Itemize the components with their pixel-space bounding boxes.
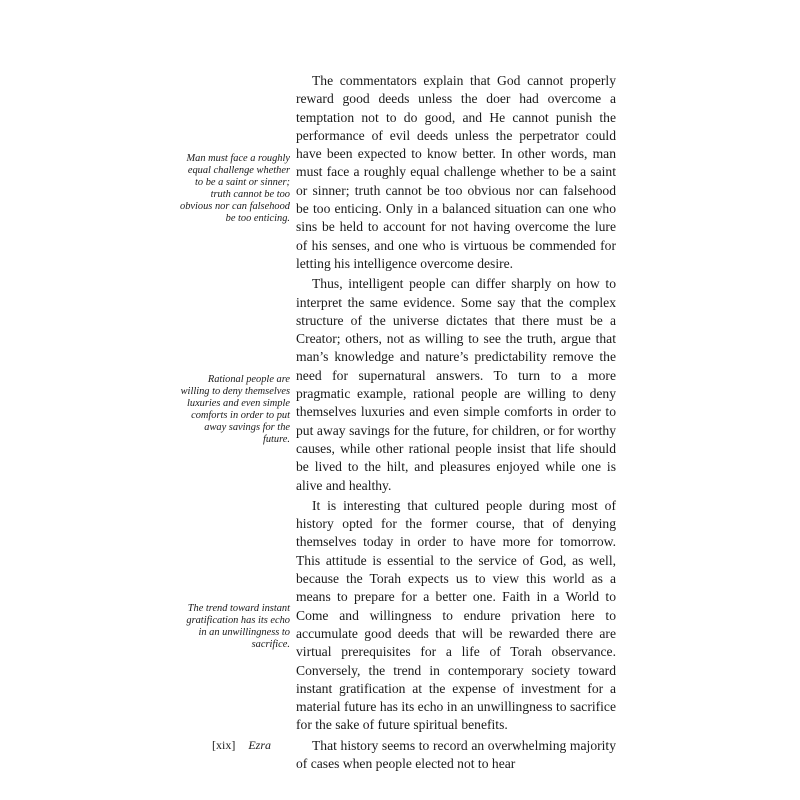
margin-note: The trend toward instant gratification has its echo in an unwillingness to sacrifice. bbox=[186, 603, 290, 650]
page-number: [xix] bbox=[212, 738, 236, 752]
running-title: Ezra bbox=[248, 738, 271, 752]
paragraph: The commentators explain that God cannot properly reward good deeds unless the doer had overcome a temptation not to do good, and He cannot punish the performance of evil deeds unless the perpetrator could have been expected to know better. In other words, man must face a roughly equal challenge whether to be a saint or sinner; truth cannot be too obvious nor can falsehood be too enticing. Only in a balanced situation can one who sins be held to account for not having overcome the lure of his senses, and one who is virtuous be commended for letting his intelligence overcome desire. bbox=[296, 73, 616, 271]
margin-note: Rational people are willing to deny themselves luxuries and even simple comforts in order to put away savings for the future. bbox=[180, 374, 290, 445]
paragraph: It is interesting that cultured people during most of history opted for the former course, that of denying themselves today in order to have more for tomorrow. This attitude is essential to the service of God, as well, because the Torah expects us to view this world as a means to prepare for a better one. Faith in a World to Come and willingness to endure privation here to accumulate good deeds that will be rewarded there are virtual prerequisites for a life of Torah observance. Conversely, the trend in contemporary society toward instant gratification at the expense of investment for a material future has its echo in an unwillingness to sacrifice for the sake of future spiritual benefits. bbox=[296, 497, 616, 733]
paragraph: That history seems to record an overwhelming majority of cases when people elected not to hear bbox=[296, 737, 616, 771]
page-footer bbox=[212, 738, 271, 753]
margin-note: Man must face a roughly equal challenge whether to be a saint or sinner; truth cannot be too obvious nor can falsehood be too enticing. bbox=[180, 153, 290, 224]
paragraph: Thus, intelligent people can differ sharply on how to interpret the same evidence. Some say that the complex structure of the universe dictates that there must be a Creator; others, not as willing to see the truth, argue that man’s knowledge and nature’s predictability remove the need for supernatural answers. To turn to a more pragmatic example, rational people are willing to deny themselves luxuries and even simple comforts in order to put away savings for the future, for children, or for worthy causes, while other rational people insist that life should be lived to the hilt, and pleasures enjoyed while one is alive and healthy. bbox=[296, 276, 616, 493]
main-text-column bbox=[296, 72, 616, 775]
